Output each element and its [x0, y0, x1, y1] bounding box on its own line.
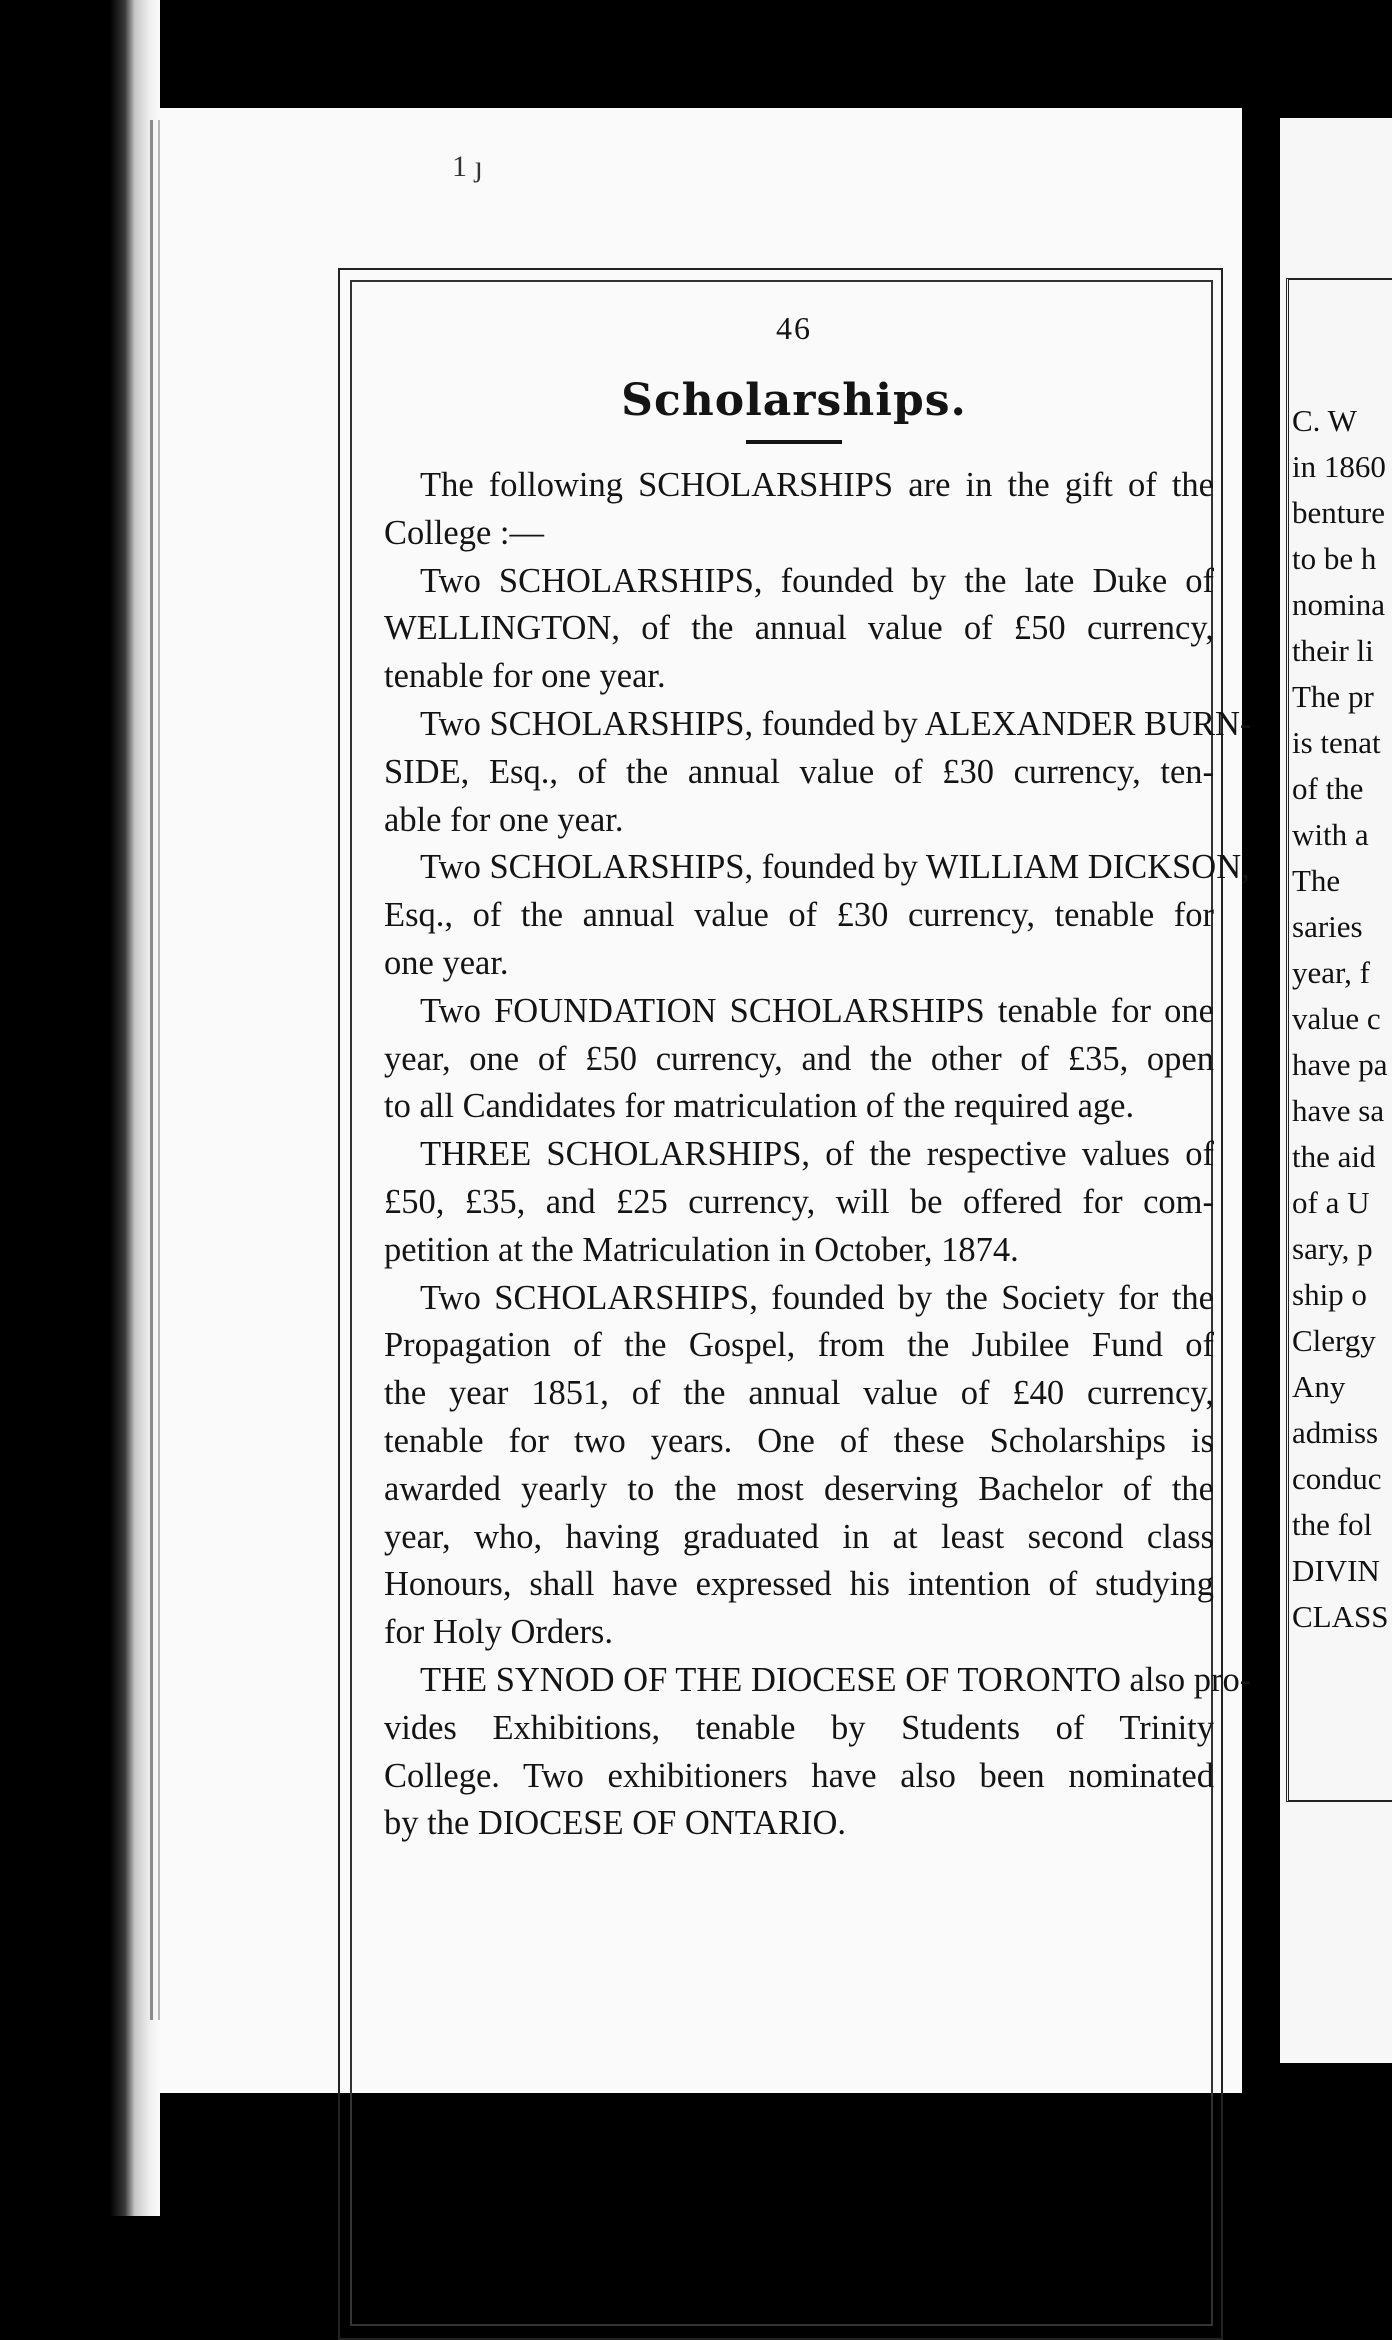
facing-page-line: saries — [1292, 909, 1363, 944]
text-line: Propagation of the Gospel, from the Jubilee Fund of — [384, 1326, 1214, 1365]
text-line: able for one year. — [384, 800, 624, 839]
text-line: College. Two exhibitioners have also been nominated — [384, 1756, 1214, 1795]
facing-page-line: to be h — [1292, 541, 1377, 576]
text-line: WELLINGTON, of the annual value of £50 currency, — [384, 609, 1214, 648]
facing-page-line: Any — [1292, 1369, 1346, 1404]
text-line: Two SCHOLARSHIPS, founded by the Society for the — [420, 1278, 1214, 1317]
text-line: Two SCHOLARSHIPS, founded by WILLIAM DICKSON, — [420, 848, 1250, 887]
paragraph — [384, 462, 1214, 558]
text-line: tenable for two years. One of these Scholarships is — [384, 1421, 1214, 1460]
text-line: Two SCHOLARSHIPS, founded by ALEXANDER BURN- — [420, 704, 1252, 743]
facing-page-line: have pa — [1292, 1047, 1388, 1082]
text-line: for Holy Orders. — [384, 1613, 613, 1652]
paragraph — [384, 1131, 1214, 1274]
text-line: Two FOUNDATION SCHOLARSHIPS tenable for one — [420, 991, 1214, 1030]
page-title: Scholarships. — [621, 375, 967, 426]
paragraph — [384, 844, 1250, 987]
facing-page-line: The — [1292, 863, 1341, 898]
facing-page-line: the fol — [1292, 1507, 1373, 1542]
facing-page — [1280, 118, 1392, 2063]
paragraph — [384, 1275, 1214, 1657]
text-line: year, one of £50 currency, and the other of £35, open — [384, 1039, 1214, 1078]
text-line: THE SYNOD OF THE DIOCESE OF TORONTO also pro- — [420, 1660, 1252, 1699]
facing-page-line: ship o — [1292, 1277, 1367, 1312]
facing-page-line: DIVIN — [1292, 1553, 1380, 1588]
text-line: Honours, shall have expressed his intention of studying — [384, 1565, 1214, 1604]
text-line: Esq., of the annual value of £30 currency, tenable for — [384, 896, 1214, 935]
facing-page-line: value c — [1292, 1001, 1381, 1036]
title-rule — [746, 440, 842, 444]
text-line: tenable for one year. — [384, 657, 666, 696]
text-line: THREE SCHOLARSHIPS, of the respective values of — [420, 1135, 1214, 1174]
text-line: one year. — [384, 943, 509, 982]
text-line: to all Candidates for matriculation of the required age. — [384, 1087, 1135, 1126]
margin-mark: 1 ȷ — [452, 150, 483, 183]
facing-page-line: of the — [1292, 771, 1364, 806]
facing-page-line: The pr — [1292, 679, 1374, 714]
facing-page-line: have sa — [1292, 1093, 1385, 1128]
facing-page-line: CLASS — [1292, 1599, 1389, 1634]
facing-page-line: C. W — [1292, 403, 1357, 438]
text-line: by the DIOCESE OF ONTARIO. — [384, 1804, 847, 1843]
text-line: year, who, having graduated in at least second class — [384, 1517, 1214, 1556]
book-spine — [1242, 0, 1280, 2216]
facing-page-line: their li — [1292, 633, 1374, 668]
paragraph — [384, 558, 1214, 701]
paragraph — [384, 988, 1214, 1131]
body-text — [384, 462, 1252, 1848]
paragraph — [384, 1657, 1252, 1848]
text-line: awarded yearly to the most deserving Bachelor of the — [384, 1469, 1214, 1508]
page-number: 46 — [776, 310, 812, 346]
facing-page-line: year, f — [1292, 955, 1370, 990]
text-line: the year 1851, of the annual value of £40 currency, — [384, 1374, 1214, 1413]
text-line: £50, £35, and £25 currency, will be offered for com- — [384, 1182, 1214, 1221]
book-gutter — [0, 0, 160, 2216]
facing-page-line: nomina — [1292, 587, 1385, 622]
facing-page-line: Clergy — [1292, 1323, 1376, 1358]
text-line: petition at the Matriculation in October, 1874. — [384, 1230, 1019, 1269]
facing-page-line: is tenat — [1292, 725, 1381, 760]
page-edge — [150, 120, 153, 2020]
text-line: Two SCHOLARSHIPS, founded by the late Duke of — [420, 561, 1214, 600]
facing-page-line: of a U — [1292, 1185, 1370, 1220]
text-line: College :— — [384, 513, 545, 552]
facing-page-line: conduc — [1292, 1461, 1382, 1496]
facing-page-line: admiss — [1292, 1415, 1379, 1450]
facing-page-text — [1292, 398, 1388, 1640]
facing-page-line: sary, p — [1292, 1231, 1373, 1266]
facing-page-line: in 1860 — [1292, 449, 1386, 484]
text-line: The following SCHOLARSHIPS are in the gift of the — [420, 466, 1214, 504]
page-content — [384, 300, 1252, 1848]
facing-page-line: benture — [1292, 495, 1385, 530]
facing-page-line: with a — [1292, 817, 1369, 852]
text-line: vides Exhibitions, tenable by Students of Trinity — [384, 1708, 1214, 1747]
paragraph — [384, 701, 1252, 844]
facing-page-line: the aid — [1292, 1139, 1376, 1174]
text-line: SIDE, Esq., of the annual value of £30 currency, ten- — [384, 752, 1214, 791]
